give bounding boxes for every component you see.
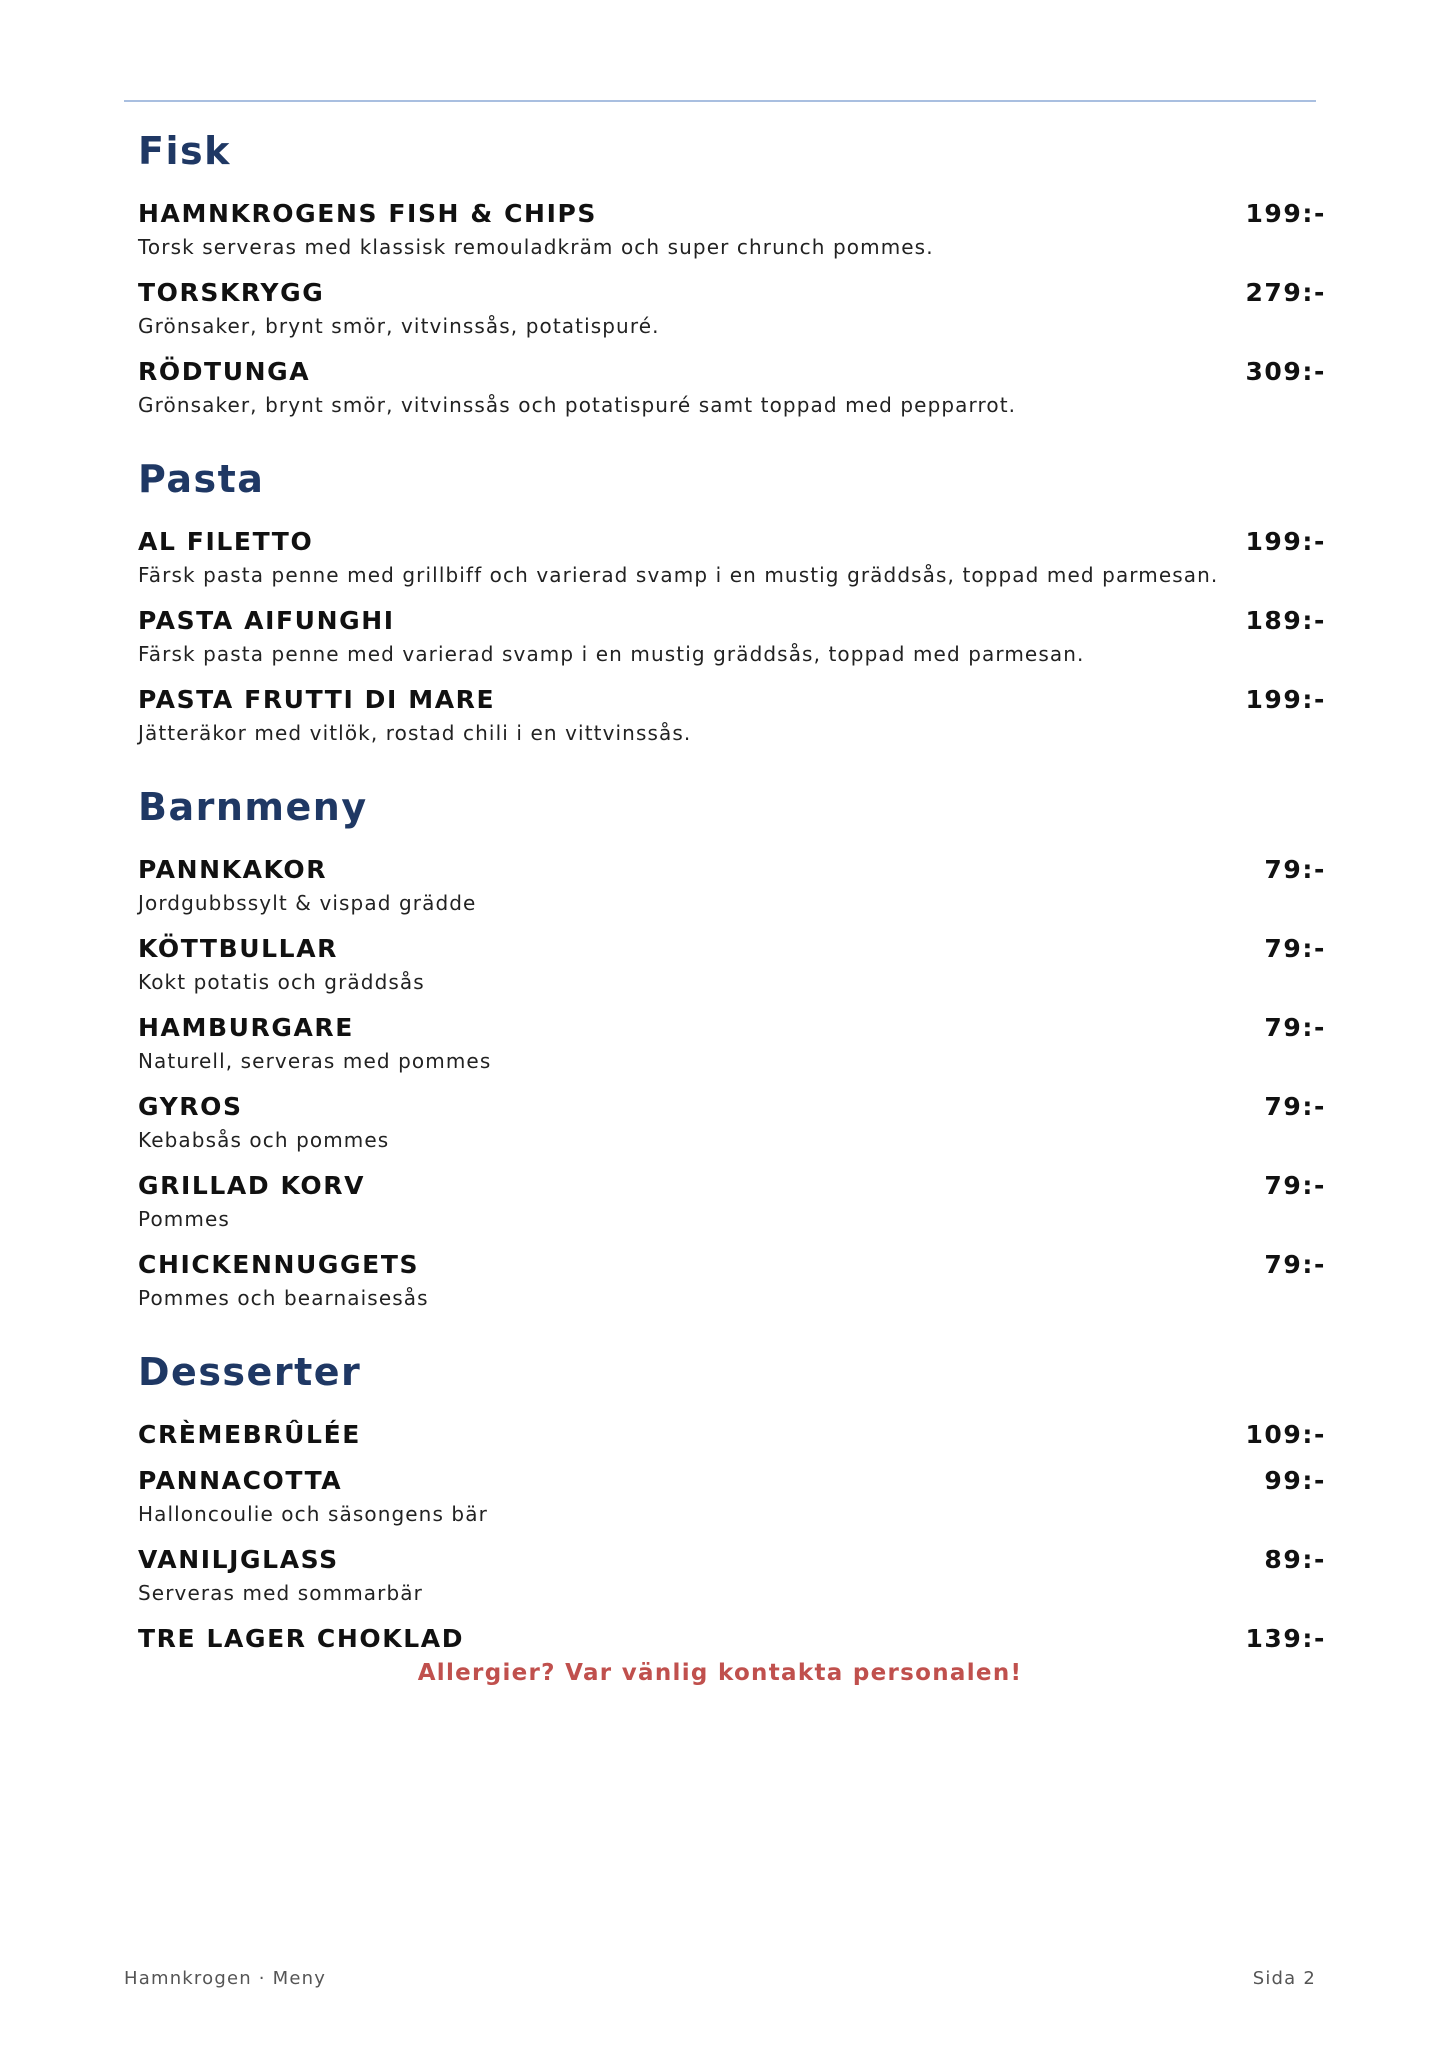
menu-item [138, 1168, 1326, 1234]
section-pasta [138, 454, 1326, 748]
section-barnmeny [138, 782, 1326, 1313]
section-title: Barnmeny [138, 785, 368, 829]
menu-item [138, 1089, 1326, 1155]
item-price: 79:- [1264, 1171, 1326, 1200]
item-price: 79:- [1264, 1092, 1326, 1121]
item-price: 79:- [1264, 855, 1326, 884]
item-description: Jordgubbssylt & vispad grädde [138, 891, 477, 915]
item-price: 99:- [1264, 1466, 1326, 1495]
item-description: Jätteräkor med vitlök, rostad chili i en vittvinssås. [138, 721, 692, 745]
item-description: Halloncoulie och säsongens bär [138, 1502, 488, 1526]
section-fisk [138, 126, 1326, 420]
menu-item [138, 196, 1326, 262]
item-name: HAMNKROGENS FISH & CHIPS [138, 199, 597, 228]
item-name: GRILLAD KORV [138, 1171, 366, 1200]
menu-page [138, 126, 1326, 1667]
menu-item [138, 1463, 1326, 1529]
item-description: Kebabsås och pommes [138, 1128, 390, 1152]
item-price: 109:- [1245, 1420, 1326, 1449]
item-name: KÖTTBULLAR [138, 934, 338, 963]
item-description: Grönsaker, brynt smör, vitvinssås, potatispuré. [138, 314, 660, 338]
item-name: CRÈMEBRÛLÉE [138, 1420, 361, 1449]
item-description: Torsk serveras med klassisk remouladkräm och super chrunch pommes. [138, 235, 934, 259]
item-price: 199:- [1245, 527, 1326, 556]
item-price: 199:- [1245, 199, 1326, 228]
item-description: Serveras med sommarbär [138, 1581, 423, 1605]
item-price: 79:- [1264, 934, 1326, 963]
menu-item [138, 275, 1326, 341]
menu-item [138, 1621, 1326, 1657]
item-description: Grönsaker, brynt smör, vitvinssås och potatispuré samt toppad med pepparrot. [138, 393, 1017, 417]
menu-item [138, 1542, 1326, 1608]
menu-item [138, 1247, 1326, 1313]
section-title: Fisk [138, 129, 231, 173]
menu-item [138, 603, 1326, 669]
item-price: 189:- [1245, 606, 1326, 635]
footer-title: Hamnkrogen · Meny [124, 1968, 327, 1989]
item-price: 79:- [1264, 1013, 1326, 1042]
section-title: Desserter [138, 1350, 362, 1394]
menu-item [138, 524, 1326, 590]
item-description: Färsk pasta penne med grillbiff och varierad svamp i en mustig gräddsås, toppad med parmesan. [138, 563, 1219, 587]
allergy-note: Allergier? Var vänlig kontakta personalen! [417, 1660, 1023, 1686]
item-price: 279:- [1245, 278, 1326, 307]
item-name: PANNACOTTA [138, 1466, 343, 1495]
item-name: RÖDTUNGA [138, 357, 311, 386]
menu-item [138, 354, 1326, 420]
item-name: PASTA AIFUNGHI [138, 606, 395, 635]
top-divider [124, 100, 1316, 102]
item-name: PANNKAKOR [138, 855, 328, 884]
item-price: 79:- [1264, 1250, 1326, 1279]
item-description: Pommes och bearnaisesås [138, 1286, 429, 1310]
item-description: Naturell, serveras med pommes [138, 1049, 492, 1073]
item-price: 309:- [1245, 357, 1326, 386]
item-name: AL FILETTO [138, 527, 314, 556]
menu-item [138, 1010, 1326, 1076]
item-name: TORSKRYGG [138, 278, 325, 307]
item-name: HAMBURGARE [138, 1013, 354, 1042]
item-price: 199:- [1245, 685, 1326, 714]
item-price: 89:- [1264, 1545, 1326, 1574]
item-name: TRE LAGER CHOKLAD [138, 1624, 465, 1653]
item-name: GYROS [138, 1092, 243, 1121]
item-name: PASTA FRUTTI DI MARE [138, 685, 496, 714]
section-desserter [138, 1347, 1326, 1657]
menu-item [138, 931, 1326, 997]
item-description: Färsk pasta penne med varierad svamp i en mustig gräddsås, toppad med parmesan. [138, 642, 1085, 666]
item-description: Pommes [138, 1207, 230, 1231]
item-price: 139:- [1245, 1624, 1326, 1653]
footer-page-number: Sida 2 [1252, 1968, 1316, 1989]
section-title: Pasta [138, 457, 265, 501]
item-description: Kokt potatis och gräddsås [138, 970, 425, 994]
menu-item [138, 852, 1326, 918]
menu-item [138, 1417, 1326, 1453]
item-name: VANILJGLASS [138, 1545, 339, 1574]
menu-item [138, 682, 1326, 748]
item-name: CHICKENNUGGETS [138, 1250, 420, 1279]
